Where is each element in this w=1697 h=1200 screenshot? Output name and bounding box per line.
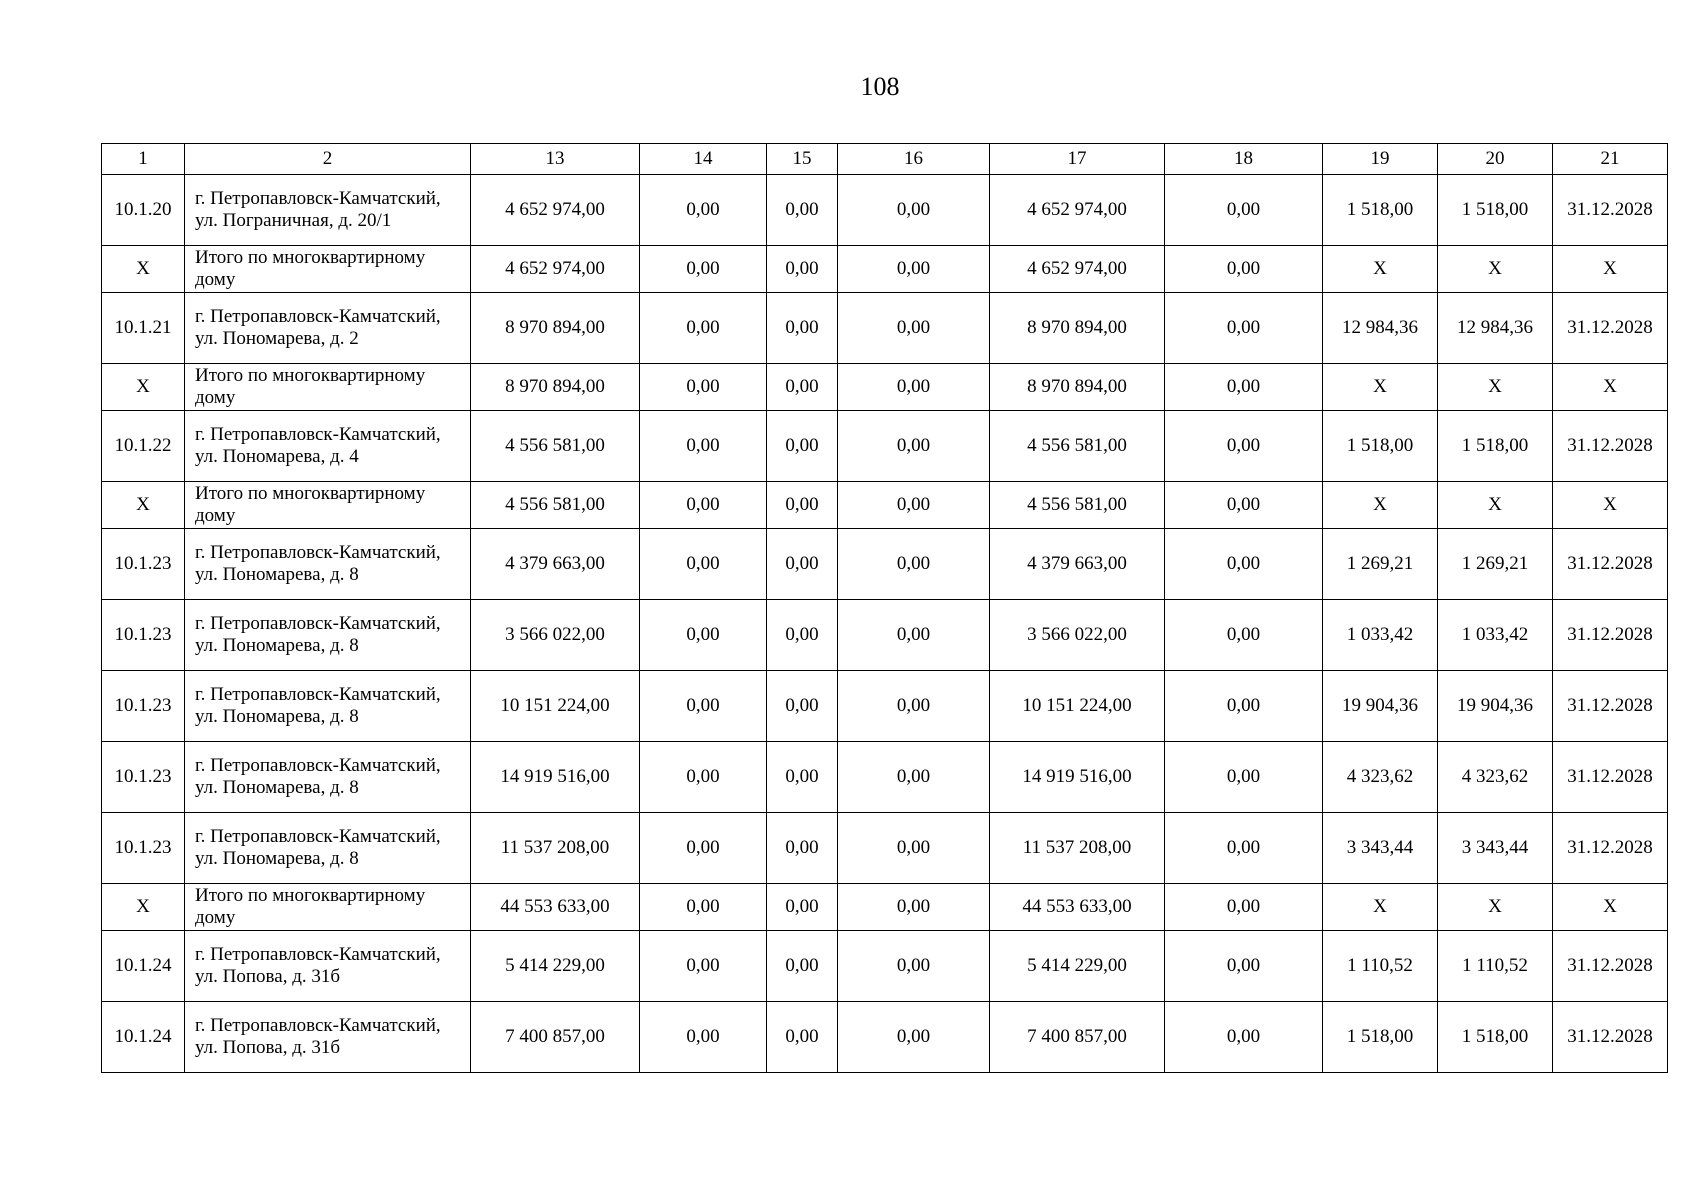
fund-federal-cell: 0,00 xyxy=(640,364,767,411)
fund-federal-cell: 0,00 xyxy=(640,293,767,364)
fund-local-cell: 0,00 xyxy=(838,671,990,742)
table-row xyxy=(102,293,1668,364)
total-cost-cell: 7 400 857,00 xyxy=(471,1002,640,1073)
completion-date-cell: 31.12.2028 xyxy=(1553,671,1668,742)
fund-local-cell: 0,00 xyxy=(838,364,990,411)
fund-regional-cell: 0,00 xyxy=(767,742,838,813)
total-cost-cell: 4 652 974,00 xyxy=(471,175,640,246)
max-unit-cost-cell: 1 269,21 xyxy=(1438,529,1553,600)
fund-local-cell: 0,00 xyxy=(838,293,990,364)
unit-cost-cell: 1 518,00 xyxy=(1323,1002,1438,1073)
address-cell: Итого по многоквартирному дому xyxy=(185,364,471,411)
row-number-cell: 10.1.21 xyxy=(102,293,185,364)
total-cost-cell: 3 566 022,00 xyxy=(471,600,640,671)
total-cost-cell: 14 919 516,00 xyxy=(471,742,640,813)
address-cell: г. Петропавловск-Камчатский, ул. Пономарева, д. 8 xyxy=(185,742,471,813)
fund-local-cell: 0,00 xyxy=(838,529,990,600)
column-number-15: 15 xyxy=(767,144,838,175)
completion-date-cell: 31.12.2028 xyxy=(1553,411,1668,482)
fund-owners-cell: 7 400 857,00 xyxy=(990,1002,1165,1073)
max-unit-cost-cell: 1 518,00 xyxy=(1438,411,1553,482)
max-unit-cost-cell: 12 984,36 xyxy=(1438,293,1553,364)
row-number-cell: Х xyxy=(102,364,185,411)
fund-other-cell: 0,00 xyxy=(1165,293,1323,364)
total-cost-cell: 5 414 229,00 xyxy=(471,931,640,1002)
unit-cost-cell: 1 110,52 xyxy=(1323,931,1438,1002)
fund-federal-cell: 0,00 xyxy=(640,671,767,742)
total-cost-cell: 4 556 581,00 xyxy=(471,411,640,482)
fund-local-cell: 0,00 xyxy=(838,600,990,671)
fund-local-cell: 0,00 xyxy=(838,813,990,884)
fund-owners-cell: 4 652 974,00 xyxy=(990,246,1165,293)
fund-other-cell: 0,00 xyxy=(1165,529,1323,600)
fund-other-cell: 0,00 xyxy=(1165,246,1323,293)
fund-regional-cell: 0,00 xyxy=(767,411,838,482)
completion-date-cell: Х xyxy=(1553,364,1668,411)
max-unit-cost-cell: 1 518,00 xyxy=(1438,175,1553,246)
fund-other-cell: 0,00 xyxy=(1165,813,1323,884)
fund-local-cell: 0,00 xyxy=(838,931,990,1002)
fund-owners-cell: 4 556 581,00 xyxy=(990,411,1165,482)
max-unit-cost-cell: 1 033,42 xyxy=(1438,600,1553,671)
column-number-1: 1 xyxy=(102,144,185,175)
fund-regional-cell: 0,00 xyxy=(767,931,838,1002)
table-row xyxy=(102,813,1668,884)
total-cost-cell: 4 556 581,00 xyxy=(471,482,640,529)
max-unit-cost-cell: 19 904,36 xyxy=(1438,671,1553,742)
address-cell: г. Петропавловск-Камчатский, ул. Пономарева, д. 8 xyxy=(185,671,471,742)
fund-other-cell: 0,00 xyxy=(1165,1002,1323,1073)
max-unit-cost-cell: Х xyxy=(1438,364,1553,411)
fund-owners-cell: 5 414 229,00 xyxy=(990,931,1165,1002)
table-row xyxy=(102,600,1668,671)
total-cost-cell: 8 970 894,00 xyxy=(471,364,640,411)
column-number-16: 16 xyxy=(838,144,990,175)
column-number-2: 2 xyxy=(185,144,471,175)
completion-date-cell: Х xyxy=(1553,884,1668,931)
address-cell: Итого по многоквартирному дому xyxy=(185,246,471,293)
unit-cost-cell: 1 518,00 xyxy=(1323,411,1438,482)
row-number-cell: 10.1.22 xyxy=(102,411,185,482)
fund-regional-cell: 0,00 xyxy=(767,813,838,884)
row-number-cell: Х xyxy=(102,246,185,293)
address-cell: Итого по многоквартирному дому xyxy=(185,884,471,931)
row-number-cell: 10.1.23 xyxy=(102,529,185,600)
subtotal-row xyxy=(102,884,1668,931)
total-cost-cell: 11 537 208,00 xyxy=(471,813,640,884)
fund-regional-cell: 0,00 xyxy=(767,1002,838,1073)
max-unit-cost-cell: 1 110,52 xyxy=(1438,931,1553,1002)
fund-federal-cell: 0,00 xyxy=(640,884,767,931)
fund-regional-cell: 0,00 xyxy=(767,293,838,364)
row-number-cell: 10.1.24 xyxy=(102,931,185,1002)
table-row xyxy=(102,175,1668,246)
fund-other-cell: 0,00 xyxy=(1165,884,1323,931)
fund-other-cell: 0,00 xyxy=(1165,600,1323,671)
table-row xyxy=(102,529,1668,600)
unit-cost-cell: 1 518,00 xyxy=(1323,175,1438,246)
table-row xyxy=(102,931,1668,1002)
fund-other-cell: 0,00 xyxy=(1165,411,1323,482)
fund-federal-cell: 0,00 xyxy=(640,482,767,529)
fund-regional-cell: 0,00 xyxy=(767,364,838,411)
column-number-19: 19 xyxy=(1323,144,1438,175)
unit-cost-cell: Х xyxy=(1323,884,1438,931)
fund-owners-cell: 8 970 894,00 xyxy=(990,364,1165,411)
completion-date-cell: 31.12.2028 xyxy=(1553,175,1668,246)
fund-federal-cell: 0,00 xyxy=(640,529,767,600)
fund-federal-cell: 0,00 xyxy=(640,1002,767,1073)
address-cell: г. Петропавловск-Камчатский, ул. Пономарева, д. 8 xyxy=(185,813,471,884)
row-number-cell: 10.1.24 xyxy=(102,1002,185,1073)
subtotal-row xyxy=(102,482,1668,529)
total-cost-cell: 10 151 224,00 xyxy=(471,671,640,742)
fund-owners-cell: 10 151 224,00 xyxy=(990,671,1165,742)
fund-federal-cell: 0,00 xyxy=(640,175,767,246)
max-unit-cost-cell: 4 323,62 xyxy=(1438,742,1553,813)
unit-cost-cell: 4 323,62 xyxy=(1323,742,1438,813)
total-cost-cell: 4 652 974,00 xyxy=(471,246,640,293)
row-number-cell: 10.1.23 xyxy=(102,813,185,884)
completion-date-cell: 31.12.2028 xyxy=(1553,742,1668,813)
table-row xyxy=(102,411,1668,482)
max-unit-cost-cell: 3 343,44 xyxy=(1438,813,1553,884)
fund-local-cell: 0,00 xyxy=(838,482,990,529)
fund-owners-cell: 4 379 663,00 xyxy=(990,529,1165,600)
total-cost-cell: 44 553 633,00 xyxy=(471,884,640,931)
address-cell: г. Петропавловск-Камчатский, ул. Попова, д. 31б xyxy=(185,931,471,1002)
column-number-18: 18 xyxy=(1165,144,1323,175)
unit-cost-cell: Х xyxy=(1323,246,1438,293)
fund-local-cell: 0,00 xyxy=(838,175,990,246)
fund-owners-cell: 44 553 633,00 xyxy=(990,884,1165,931)
address-cell: г. Петропавловск-Камчатский, ул. Пономарева, д. 2 xyxy=(185,293,471,364)
address-cell: г. Петропавловск-Камчатский, ул. Пономарева, д. 8 xyxy=(185,600,471,671)
fund-other-cell: 0,00 xyxy=(1165,175,1323,246)
fund-federal-cell: 0,00 xyxy=(640,813,767,884)
fund-owners-cell: 11 537 208,00 xyxy=(990,813,1165,884)
fund-owners-cell: 4 652 974,00 xyxy=(990,175,1165,246)
completion-date-cell: 31.12.2028 xyxy=(1553,293,1668,364)
fund-local-cell: 0,00 xyxy=(838,246,990,293)
fund-federal-cell: 0,00 xyxy=(640,742,767,813)
fund-local-cell: 0,00 xyxy=(838,411,990,482)
fund-owners-cell: 4 556 581,00 xyxy=(990,482,1165,529)
completion-date-cell: 31.12.2028 xyxy=(1553,600,1668,671)
fund-other-cell: 0,00 xyxy=(1165,482,1323,529)
fund-federal-cell: 0,00 xyxy=(640,411,767,482)
fund-local-cell: 0,00 xyxy=(838,742,990,813)
fund-federal-cell: 0,00 xyxy=(640,931,767,1002)
row-number-cell: 10.1.23 xyxy=(102,600,185,671)
fund-local-cell: 0,00 xyxy=(838,884,990,931)
fund-regional-cell: 0,00 xyxy=(767,529,838,600)
table-row xyxy=(102,671,1668,742)
max-unit-cost-cell: 1 518,00 xyxy=(1438,1002,1553,1073)
program-table xyxy=(101,143,1668,1073)
fund-other-cell: 0,00 xyxy=(1165,931,1323,1002)
column-number-row xyxy=(102,144,1668,175)
column-number-17: 17 xyxy=(990,144,1165,175)
row-number-cell: 10.1.23 xyxy=(102,671,185,742)
fund-federal-cell: 0,00 xyxy=(640,246,767,293)
fund-owners-cell: 8 970 894,00 xyxy=(990,293,1165,364)
unit-cost-cell: 19 904,36 xyxy=(1323,671,1438,742)
address-cell: г. Петропавловск-Камчатский, ул. Пограничная, д. 20/1 xyxy=(185,175,471,246)
table-row xyxy=(102,1002,1668,1073)
completion-date-cell: 31.12.2028 xyxy=(1553,931,1668,1002)
fund-other-cell: 0,00 xyxy=(1165,671,1323,742)
unit-cost-cell: 3 343,44 xyxy=(1323,813,1438,884)
subtotal-row xyxy=(102,364,1668,411)
fund-regional-cell: 0,00 xyxy=(767,600,838,671)
fund-regional-cell: 0,00 xyxy=(767,246,838,293)
fund-regional-cell: 0,00 xyxy=(767,482,838,529)
completion-date-cell: 31.12.2028 xyxy=(1553,1002,1668,1073)
column-number-20: 20 xyxy=(1438,144,1553,175)
row-number-cell: Х xyxy=(102,884,185,931)
address-cell: г. Петропавловск-Камчатский, ул. Пономарева, д. 8 xyxy=(185,529,471,600)
unit-cost-cell: 1 269,21 xyxy=(1323,529,1438,600)
fund-owners-cell: 14 919 516,00 xyxy=(990,742,1165,813)
fund-other-cell: 0,00 xyxy=(1165,364,1323,411)
fund-regional-cell: 0,00 xyxy=(767,884,838,931)
row-number-cell: 10.1.20 xyxy=(102,175,185,246)
completion-date-cell: 31.12.2028 xyxy=(1553,813,1668,884)
row-number-cell: Х xyxy=(102,482,185,529)
total-cost-cell: 8 970 894,00 xyxy=(471,293,640,364)
fund-owners-cell: 3 566 022,00 xyxy=(990,600,1165,671)
unit-cost-cell: 12 984,36 xyxy=(1323,293,1438,364)
unit-cost-cell: 1 033,42 xyxy=(1323,600,1438,671)
unit-cost-cell: Х xyxy=(1323,364,1438,411)
subtotal-row xyxy=(102,246,1668,293)
completion-date-cell: Х xyxy=(1553,246,1668,293)
column-number-21: 21 xyxy=(1553,144,1668,175)
fund-federal-cell: 0,00 xyxy=(640,600,767,671)
max-unit-cost-cell: Х xyxy=(1438,482,1553,529)
total-cost-cell: 4 379 663,00 xyxy=(471,529,640,600)
fund-other-cell: 0,00 xyxy=(1165,742,1323,813)
max-unit-cost-cell: Х xyxy=(1438,884,1553,931)
fund-regional-cell: 0,00 xyxy=(767,175,838,246)
page-number: 108 xyxy=(860,72,900,101)
address-cell: г. Петропавловск-Камчатский, ул. Пономарева, д. 4 xyxy=(185,411,471,482)
row-number-cell: 10.1.23 xyxy=(102,742,185,813)
address-cell: Итого по многоквартирному дому xyxy=(185,482,471,529)
address-cell: г. Петропавловск-Камчатский, ул. Попова, д. 31б xyxy=(185,1002,471,1073)
completion-date-cell: 31.12.2028 xyxy=(1553,529,1668,600)
completion-date-cell: Х xyxy=(1553,482,1668,529)
fund-local-cell: 0,00 xyxy=(838,1002,990,1073)
column-number-14: 14 xyxy=(640,144,767,175)
max-unit-cost-cell: Х xyxy=(1438,246,1553,293)
table-row xyxy=(102,742,1668,813)
unit-cost-cell: Х xyxy=(1323,482,1438,529)
column-number-13: 13 xyxy=(471,144,640,175)
fund-regional-cell: 0,00 xyxy=(767,671,838,742)
